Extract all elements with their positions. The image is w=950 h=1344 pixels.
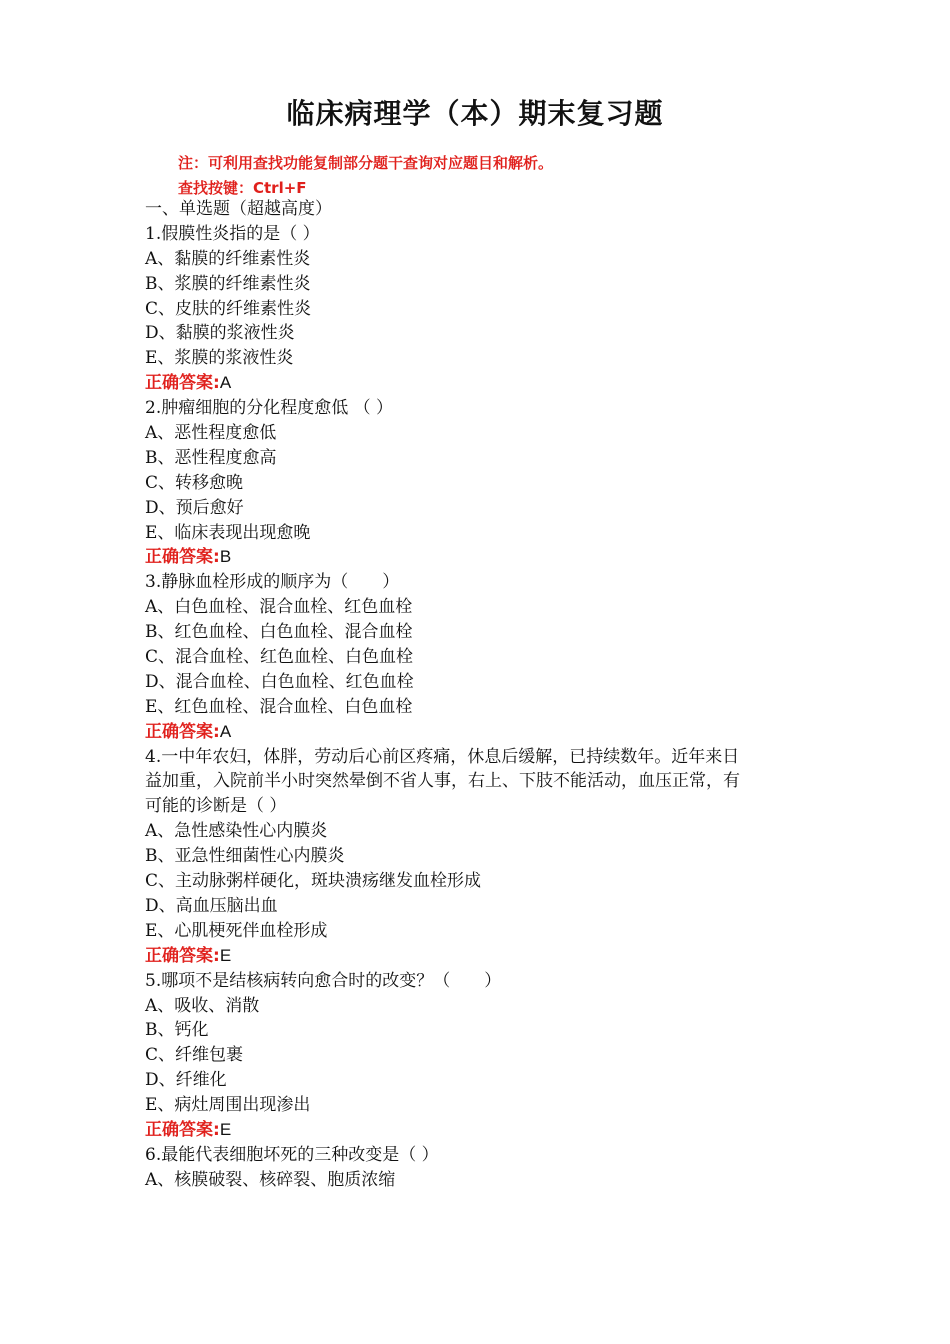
answer-option: C、皮肤的纤维素性炎: [145, 298, 312, 319]
correct-answer-row: [145, 1118, 835, 1143]
correct-answer-row: [145, 720, 835, 745]
question-stem: 3.静脉血栓形成的顺序为（ ）: [145, 572, 400, 593]
answer-option: C、纤维包裹: [145, 1045, 244, 1066]
answer-option: A、恶性程度愈低: [145, 423, 277, 444]
correct-answer-value: E: [219, 945, 232, 965]
section-heading: 一、单选题（超越高度）: [145, 199, 332, 219]
answer-option: B、红色血栓、白色血栓、混合血栓: [145, 622, 413, 643]
answer-option: C、转移愈晚: [145, 472, 244, 493]
answer-option: E、浆膜的浆液性炎: [145, 348, 294, 369]
question-stem: 益加重，入院前半小时突然晕倒不省人事，右上、下肢不能活动，血压正常，有: [145, 771, 740, 792]
answer-option: C、主动脉粥样硬化，斑块溃疡继发血栓形成: [145, 871, 482, 892]
answer-option: E、临床表现出现愈晚: [145, 522, 311, 543]
answer-option: B、亚急性细菌性心内膜炎: [145, 846, 345, 867]
answer-option: D、混合血栓、白色血栓、红色血栓: [145, 671, 414, 692]
answer-option: A、黏膜的纤维素性炎: [145, 248, 311, 269]
answer-option: B、钙化: [145, 1020, 209, 1041]
answer-option: A、核膜破裂、核碎裂、胞质浓缩: [145, 1169, 396, 1190]
search-tip-note: 注：可利用查找功能复制部分题干查询对应题目和解析。: [178, 154, 554, 172]
correct-answer-label: 正确答案:: [145, 721, 220, 742]
correct-answer-value: B: [219, 547, 232, 567]
answer-option: A、白色血栓、混合血栓、红色血栓: [145, 597, 413, 618]
answer-option: D、纤维化: [145, 1070, 227, 1091]
page-title: 临床病理学（本）期末复习题: [286, 97, 664, 130]
correct-answer-label: 正确答案:: [145, 1119, 220, 1140]
question-stem: 可能的诊断是（ ）: [145, 796, 287, 817]
question-stem: 4.一中年农妇，体胖，劳动后心前区疼痛，休息后缓解，已持续数年。近年来日: [145, 746, 740, 767]
correct-answer-value: A: [219, 373, 232, 393]
answer-option: D、高血压脑出血: [145, 895, 278, 916]
correct-answer-label: 正确答案:: [145, 945, 220, 966]
correct-answer-label: 正确答案:: [145, 373, 220, 394]
search-shortcut-note: 查找按键：Ctrl+F: [178, 179, 307, 197]
answer-option: A、吸收、消散: [145, 995, 260, 1016]
correct-answer-value: E: [219, 1119, 232, 1139]
answer-option: D、黏膜的浆液性炎: [145, 323, 295, 344]
correct-answer-row: [145, 371, 835, 396]
answer-option: E、红色血栓、混合血栓、白色血栓: [145, 696, 413, 717]
answer-option: D、预后愈好: [145, 497, 244, 518]
correct-answer-label: 正确答案:: [145, 547, 220, 568]
question-list: [145, 197, 835, 1193]
answer-option: B、浆膜的纤维素性炎: [145, 273, 311, 294]
question-stem: 1.假膜性炎指的是（ ）: [145, 223, 320, 244]
question-stem: 5.哪项不是结核病转向愈合时的改变？（ ）: [145, 970, 502, 991]
answer-option: C、混合血栓、红色血栓、白色血栓: [145, 647, 414, 668]
answer-option: E、心肌梗死伴血栓形成: [145, 920, 328, 941]
question-stem: 6.最能代表细胞坏死的三种改变是（ ）: [145, 1144, 439, 1165]
correct-answer-row: [145, 944, 835, 969]
correct-answer-row: [145, 545, 835, 570]
answer-option: B、恶性程度愈高: [145, 447, 277, 468]
correct-answer-value: A: [219, 721, 232, 741]
question-stem: 2.肿瘤细胞的分化程度愈低 （ ）: [145, 398, 394, 419]
answer-option: E、病灶周围出现渗出: [145, 1095, 311, 1116]
answer-option: A、急性感染性心内膜炎: [145, 821, 328, 842]
